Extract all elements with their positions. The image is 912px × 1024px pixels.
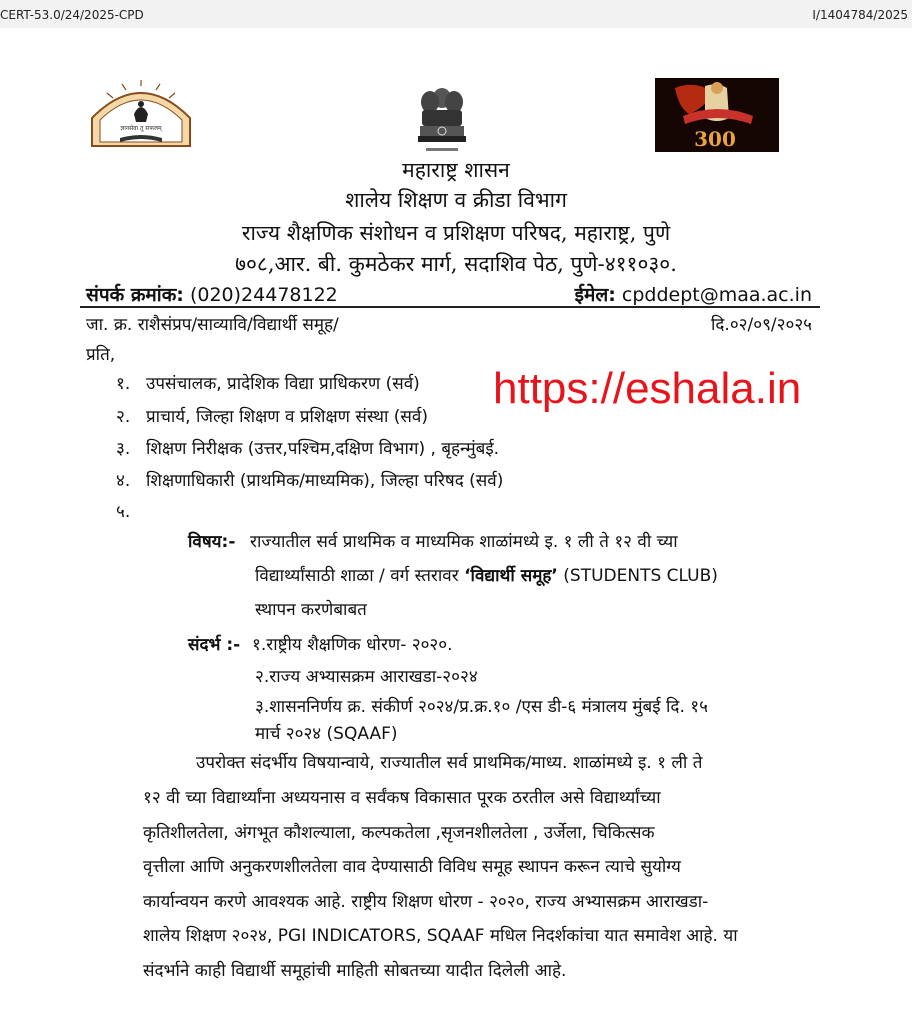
addressee-number: ३. xyxy=(116,439,131,459)
addressee-item xyxy=(116,436,499,459)
addressee-item xyxy=(116,371,420,394)
jubilee-300-logo xyxy=(655,78,779,152)
body-line: उपरोक्त संदर्भीय विषयान्वाये, राज्यातील सर्व प्राथमिक/माध्य. शाळांमध्ये इ. १ ली ते xyxy=(196,753,703,773)
body-line: वृत्तीला आणि अनुकरणशीलतेला वाव देण्यासाठी विविध समूह स्थापन करून त्याचे सुयोग्य xyxy=(143,857,681,877)
document-reference-right: I/1404784/2025 xyxy=(812,8,908,22)
addressee-text: शिक्षणाधिकारी (प्राथमिक/माध्यमिक), जिल्हा परिषद (सर्व) xyxy=(146,471,504,491)
contact-email-label: ईमेल: xyxy=(574,284,616,306)
addressee-text: प्राचार्य, जिल्हा शिक्षण व प्रशिक्षण संस्था (सर्व) xyxy=(146,407,428,427)
body-line: कृतिशीलतेला, अंगभूत कौशल्याला, कल्पकतेला ,सृजनशीलतेला , उर्जेला, चिकित्सक xyxy=(143,823,655,843)
subject-line-1: राज्यातील सर्व प्राथमिक व माध्यमिक शाळांमध्ये इ. १ ली ते १२ वी च्या xyxy=(250,532,678,552)
addressee-text: उपसंचालक, प्रादेशिक विद्या प्राधिकरण (सर्व) xyxy=(146,374,420,394)
scert-motto: ज्ञानसेवा तु सफलम् xyxy=(120,125,162,132)
salutation-prati: प्रति, xyxy=(86,345,116,365)
addressee-item xyxy=(116,404,428,427)
body-line: संदर्भाने काही विद्यार्थी समूहांची माहिती सोबतच्या यादीत दिलेली आहे. xyxy=(143,961,567,981)
subject-label: विषय:- xyxy=(188,532,236,552)
scert-logo xyxy=(86,78,196,148)
contact-email-value: cpddept@maa.ac.in xyxy=(621,284,812,306)
body-line: शालेय शिक्षण २०२४, PGI INDICATORS, SQAAF मधिल निदर्शकांचा यात समावेश आहे. या xyxy=(143,926,738,946)
reference-line-3: ३.शासननिर्णय क्र. संकीर्ण २०२४/प्र.क्र.१० /एस डी-६ मंत्रालय मुंबई दि. १५ xyxy=(255,697,708,717)
subject-highlight: ‘विद्यार्थी समूह’ xyxy=(464,566,558,586)
addressee-number: ४. xyxy=(116,471,131,491)
addressee-item xyxy=(116,468,503,491)
contact-phone-label: संपर्क क्रमांक: xyxy=(86,284,184,306)
national-emblem xyxy=(412,80,472,162)
header-department: शालेय शिक्षण व क्रीडा विभाग xyxy=(345,188,567,212)
addressee-number: १. xyxy=(116,374,131,394)
body-line: कार्यान्वयन करणे आवश्यक आहे. राष्ट्रीय शिक्षण धोरण - २०२०, राज्य अभ्यासक्रम आराखडा- xyxy=(143,892,709,912)
document-reference-left: CERT-53.0/24/2025-CPD xyxy=(0,8,144,22)
contact-phone xyxy=(86,281,338,307)
addressee-item xyxy=(116,499,146,522)
reference-label: संदर्भ :- xyxy=(188,635,241,655)
header-divider xyxy=(80,306,820,308)
addressee-number: ५. xyxy=(116,502,131,522)
contact-email xyxy=(575,281,812,307)
reference-line-4: मार्च २०२४ (SQAAF) xyxy=(255,724,398,744)
body-line: १२ वी च्या विद्यार्थ्यांना अध्ययनास व सर्वंकष विकासात पूरक ठरतील असे विद्यार्थ्यांच्या xyxy=(143,788,661,808)
reference-line-2: २.राज्य अभ्यासक्रम आराखडा-२०२४ xyxy=(255,667,478,687)
reference-line-1: १.राष्ट्रीय शैक्षणिक धोरण- २०२०. xyxy=(252,635,453,655)
subject-line-2: विद्यार्थ्यांसाठी शाळा / वर्ग स्तरावर ‘विद्यार्थी समूह’ (STUDENTS CLUB) xyxy=(255,566,718,586)
contact-phone-value: (020)24478122 xyxy=(189,284,338,306)
header-council: राज्य शैक्षणिक संशोधन व प्रशिक्षण परिषद, महाराष्ट्र, पुणे xyxy=(241,221,671,245)
document-reference-bar xyxy=(0,0,912,28)
addressee-text: शिक्षण निरीक्षक (उत्तर,पश्चिम,दक्षिण विभाग) , बृहन्मुंबई. xyxy=(146,439,500,459)
letter-date: दि.०२/०९/२०२५ xyxy=(710,315,812,335)
header-address: ७०८,आर. बी. कुमठेकर मार्ग, सदाशिव पेठ, पुणे-४११०३०. xyxy=(235,252,677,276)
jubilee-number: 300 xyxy=(694,127,736,151)
watermark-link: https://eshala.in xyxy=(493,364,802,413)
outward-reference-number: जा. क्र. राशैसंप्रप/साव्यावि/विद्यार्थी समूह/ xyxy=(86,315,339,335)
addressee-number: २. xyxy=(116,407,131,427)
header-government: महाराष्ट्र शासन xyxy=(402,158,510,182)
subject-line-3: स्थापन करणेबाबत xyxy=(255,600,367,620)
